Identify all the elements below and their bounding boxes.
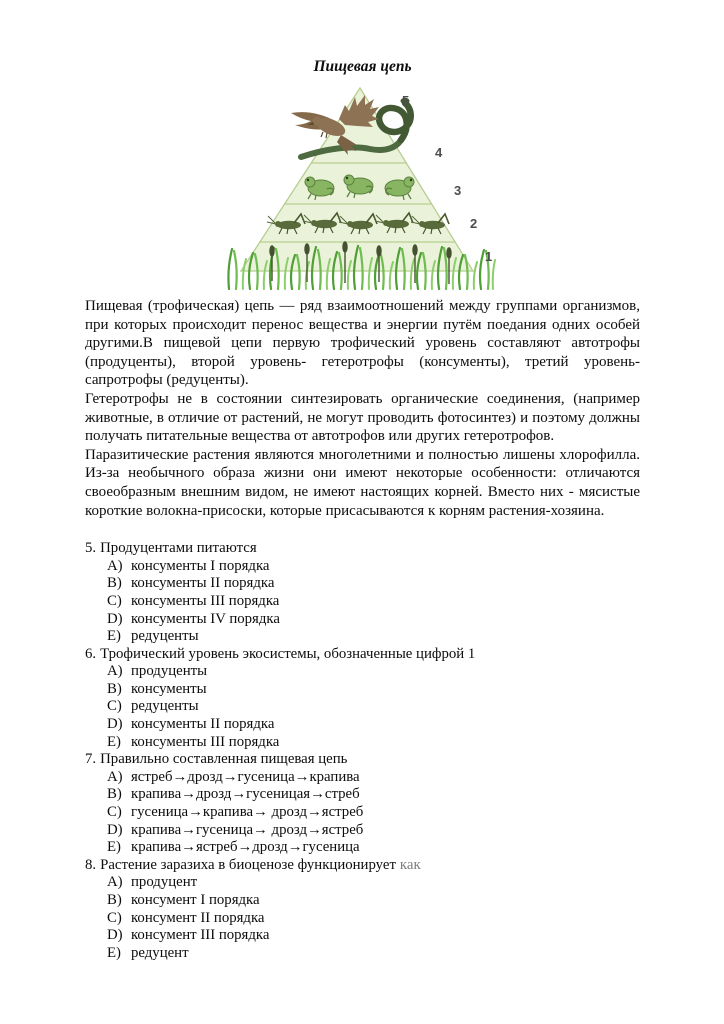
intro-text: [85, 297, 640, 520]
option-text: продуцент: [131, 874, 198, 891]
answer-option: [85, 839, 640, 857]
option-label: D): [107, 610, 123, 627]
question: [85, 857, 640, 963]
question: [85, 646, 640, 752]
question-number: 6.: [85, 645, 97, 662]
answer-option: [85, 892, 640, 910]
level-number-2: 2: [469, 216, 477, 231]
trophic-pyramid-figure: [227, 85, 499, 290]
option-label: C): [107, 698, 122, 715]
paragraph-heterotrophs: Гетеротрофы не в состоянии синтезировать органические соединения, (например животные, в отличие от растений, не могут проводить фотосинтез) и поэтому должны получать питательные вещества от автотрофов или других гетеротрофов.: [85, 390, 640, 445]
answer-option: [85, 698, 640, 716]
option-label: A): [107, 768, 123, 785]
option-text: редуцент: [131, 944, 189, 961]
answer-option: [85, 945, 640, 963]
option-text: консументы: [131, 680, 207, 697]
question-text: Трофический уровень экосистемы, обозначенные цифрой 1: [100, 645, 476, 662]
question: [85, 540, 640, 646]
page-title: Пищевая цепь: [313, 58, 412, 75]
option-text: консумент I порядка: [131, 892, 260, 908]
option-label: A): [107, 663, 123, 680]
question-number: 8.: [85, 856, 97, 873]
option-label: E): [107, 628, 121, 645]
level-number-4: 4: [434, 145, 442, 160]
level-number-3: 3: [453, 183, 461, 198]
option-text: гусеница→крапива→ дрозд→ястреб: [131, 804, 364, 821]
question-options: [85, 769, 640, 857]
questions-section: [85, 540, 640, 962]
option-text: консумент II порядка: [131, 909, 265, 926]
question-head: [85, 540, 640, 558]
answer-option: [85, 927, 640, 945]
option-text: ястреб→дрозд→гусеница→крапива: [131, 768, 360, 785]
option-text: редуценты: [131, 698, 199, 715]
answer-option: [85, 769, 640, 787]
option-text: консументы II порядка: [131, 716, 275, 733]
option-text: консументы III порядка: [131, 592, 280, 609]
option-text: консументы III порядка: [131, 733, 280, 750]
question-text: Растение заразиха в биоценозе функционирует: [100, 856, 396, 873]
question-text-suffix: как: [399, 856, 421, 873]
option-label: A): [107, 557, 123, 574]
option-label: B): [107, 575, 122, 592]
option-text: консумент III порядка: [131, 927, 270, 944]
option-text: редуценты: [131, 628, 199, 645]
answer-option: [85, 716, 640, 734]
answer-option: [85, 804, 640, 822]
option-text: крапива→гусеница→ дрозд→ястреб: [131, 821, 364, 838]
option-text: консументы IV порядка: [131, 610, 280, 627]
option-label: C): [107, 909, 122, 926]
answer-option: [85, 874, 640, 892]
question-number: 7.: [85, 751, 97, 768]
option-label: C): [107, 592, 122, 609]
answer-option: [85, 734, 640, 752]
option-text: консументы I порядка: [131, 557, 270, 574]
option-text: крапива→дрозд→гусеницая→стреб: [131, 786, 360, 803]
question-text: Продуцентами питаются: [100, 540, 257, 557]
answer-option: [85, 628, 640, 646]
option-label: E): [107, 944, 121, 961]
answer-option: [85, 786, 640, 804]
option-label: B): [107, 680, 122, 697]
answer-option: [85, 558, 640, 576]
answer-option: [85, 575, 640, 593]
option-label: E): [107, 839, 121, 856]
answer-option: [85, 822, 640, 840]
level-number-1: 1: [484, 249, 492, 264]
option-label: E): [107, 733, 121, 750]
option-label: D): [107, 927, 123, 944]
option-text: консументы II порядка: [131, 575, 275, 592]
option-text: продуценты: [131, 663, 208, 680]
option-label: B): [107, 892, 122, 908]
question-head: [85, 751, 640, 769]
question-options: [85, 874, 640, 962]
option-label: C): [107, 804, 122, 821]
question: [85, 751, 640, 857]
paragraph-parasitic-plants: Паразитические растения являются многолетними и полностью лишены хлорофилла. Из-за необычного образа жизни они имеют некоторые особенности: отличаются своеобразным внешним видом, не имеют настоящих корней. Вместо них - мясистые короткие волокна-присоски, которые присасываются к корням растения-хозяина.: [85, 446, 640, 519]
question-head: [85, 857, 640, 875]
question-options: [85, 558, 640, 646]
answer-option: [85, 663, 640, 681]
question-number: 5.: [85, 540, 97, 557]
paragraph-food-chain: Пищевая (трофическая) цепь — ряд взаимоотношений между группами организмов, при которых происходит перенос вещества и энергии путём поедания одних особей другими.В пищевой цепи первую трофический уровень составляют автотрофы (продуценты), второй уровень- гетеротрофы (консументы), третий уровень-сапротрофы (редуценты).: [85, 298, 640, 389]
level-number-5: 5: [401, 93, 409, 108]
answer-option: [85, 910, 640, 928]
question-options: [85, 663, 640, 751]
option-label: D): [107, 821, 123, 838]
answer-option: [85, 593, 640, 611]
question-head: [85, 646, 640, 664]
answer-option: [85, 681, 640, 699]
option-label: A): [107, 874, 123, 891]
answer-option: [85, 611, 640, 629]
question-text: Правильно составленная пищевая цепь: [100, 751, 348, 768]
option-label: D): [107, 716, 123, 733]
option-label: B): [107, 786, 122, 803]
option-text: крапива→ястреб→дрозд→гусеница: [131, 839, 360, 856]
